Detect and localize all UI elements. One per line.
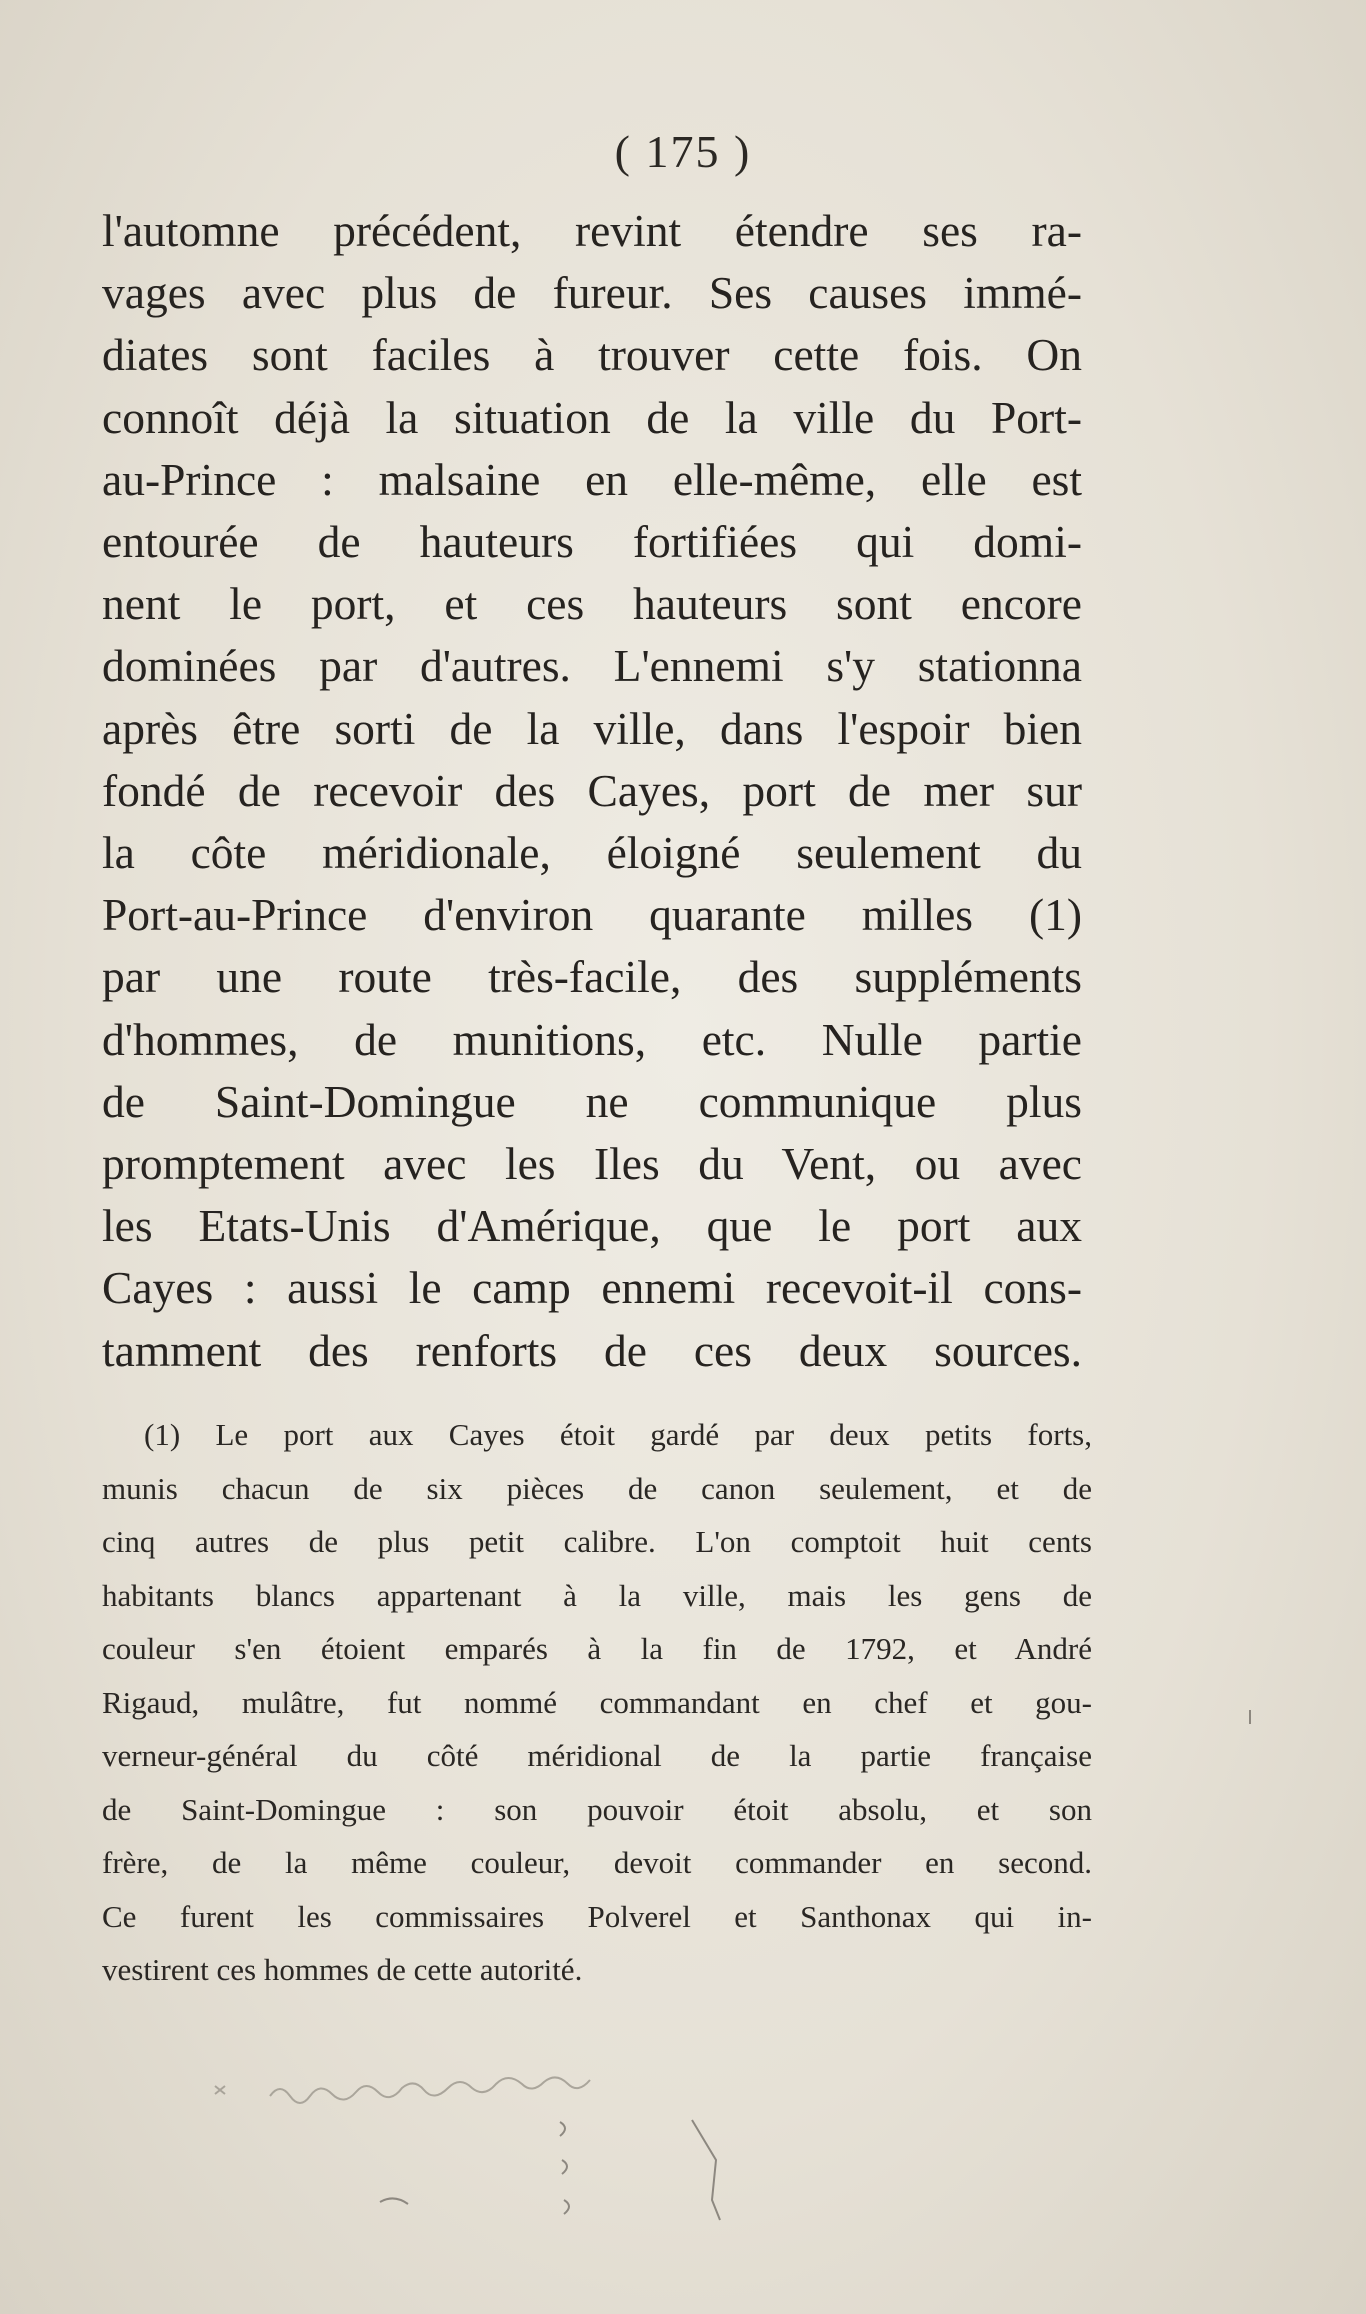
text-line: diates sont faciles à trouver cette fois. On <box>102 329 1082 381</box>
footnote-line: vestirent ces hommes de cette autorité. <box>102 1952 583 1987</box>
footnote-line: frère, de la même couleur, devoit commander en second. <box>102 1845 1092 1880</box>
footnote-line: de Saint-Domingue : son pouvoir étoit absolu, et son <box>102 1791 1092 1827</box>
text-line: au-Prince : malsaine en elle-même, elle est <box>102 453 1082 505</box>
footnote-line: (1) Le port aux Cayes étoit gardé par deux petits forts, <box>144 1417 1092 1452</box>
pencil-annotation <box>210 2072 730 2112</box>
margin-tick <box>1246 1708 1256 1728</box>
text-line: connoît déjà la situation de la ville du Port- <box>102 391 1082 443</box>
text-line: par une route très-facile, des suppléments <box>102 951 1082 1003</box>
footnote <box>102 1408 1092 1997</box>
text-line: d'hommes, de munitions, etc. Nulle partie <box>102 1013 1082 1065</box>
main-text <box>102 200 1082 1382</box>
text-line: tamment des renforts de ces deux sources. <box>102 1324 1082 1376</box>
footnote-line: munis chacun de six pièces de canon seulement, et de <box>102 1470 1092 1506</box>
text-line: vages avec plus de fureur. Ses causes immé- <box>102 267 1082 319</box>
text-line: l'automne précédent, revint étendre ses ra- <box>102 205 1082 256</box>
footnote-line: habitants blancs appartenant à la ville, mais les gens de <box>102 1577 1092 1613</box>
text-line: entourée de hauteurs fortifiées qui domi- <box>102 516 1082 568</box>
footnote-line: Ce furent les commissaires Polverel et Santhonax qui in- <box>102 1898 1092 1934</box>
text-line: les Etats-Unis d'Amérique, que le port aux <box>102 1200 1082 1252</box>
text-line: dominées par d'autres. L'ennemi s'y stationna <box>102 640 1082 692</box>
footnote-line: Rigaud, mulâtre, fut nommé commandant en chef et gou- <box>102 1684 1092 1720</box>
text-line: la côte méridionale, éloigné seulement du <box>102 827 1082 879</box>
text-line: Port-au-Prince d'environ quarante milles (1) <box>102 889 1082 941</box>
footnote-line: couleur s'en étoient emparés à la fin de 1792, et André <box>102 1631 1092 1666</box>
footnote-line: verneur-général du côté méridional de la partie française <box>102 1738 1092 1773</box>
page-number: ( 175 ) <box>614 126 752 177</box>
ink-marks <box>370 2110 770 2230</box>
text-line: de Saint-Domingue ne communique plus <box>102 1075 1082 1127</box>
text-line: nent le port, et ces hauteurs sont encore <box>102 578 1082 630</box>
text-line: après être sorti de la ville, dans l'espoir bien <box>102 702 1082 754</box>
text-line: fondé de recevoir des Cayes, port de mer sur <box>102 764 1082 816</box>
text-line: Cayes : aussi le camp ennemi recevoit-il cons- <box>102 1262 1082 1314</box>
text-line: promptement avec les Iles du Vent, ou avec <box>102 1138 1082 1190</box>
footnote-line: cinq autres de plus petit calibre. L'on comptoit huit cents <box>102 1524 1092 1559</box>
